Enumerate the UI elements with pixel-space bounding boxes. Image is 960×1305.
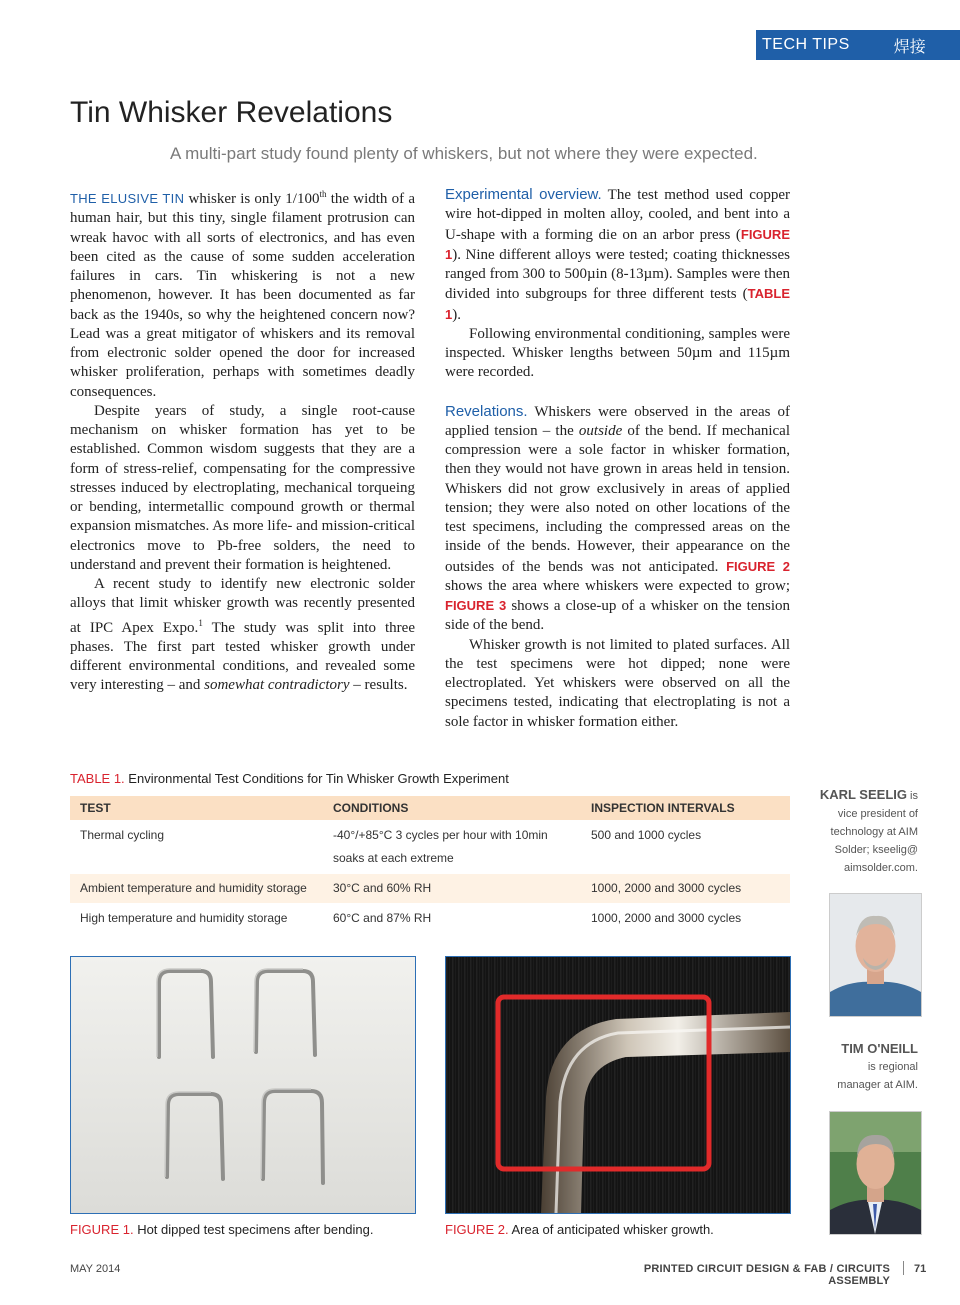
table-header: TEST bbox=[70, 796, 323, 821]
author-photo-seelig bbox=[829, 893, 922, 1017]
author-bio: is regional bbox=[867, 1061, 918, 1073]
table-cell: -40°/+85°C 3 cycles per hour with 10min soaks at each extreme bbox=[333, 828, 548, 865]
footer-date: MAY 2014 bbox=[70, 1263, 121, 1275]
author-bio-oneill bbox=[806, 1040, 918, 1094]
wire-specimens-photo bbox=[71, 957, 415, 1213]
column-left bbox=[70, 185, 415, 696]
table-cell: 1000, 2000 and 3000 cycles bbox=[581, 874, 790, 904]
article-title: Tin Whisker Revelations bbox=[70, 96, 393, 129]
text-span: – results. bbox=[349, 677, 408, 694]
paragraph-3 bbox=[70, 575, 415, 696]
text-span: ). Nine different alloys were tested; coating thicknesses ranged from 300 to 500µin (8-13µm). Samples were then divided into subgroups for three different tests ( bbox=[445, 246, 790, 303]
paragraph-exp-2: Following environmental conditioning, samples were inspected. Whisker lengths between 50µm and 115µm were recorded. bbox=[445, 325, 790, 381]
figure-2-caption bbox=[445, 1222, 714, 1237]
figure-2-image bbox=[445, 956, 791, 1214]
table-header: CONDITIONS bbox=[323, 796, 581, 821]
table-cell: 60°C and 87% RH bbox=[333, 911, 432, 925]
table-label: TABLE 1. bbox=[70, 771, 125, 786]
author-photo-oneill bbox=[829, 1111, 922, 1235]
table-cell: High temperature and humidity storage bbox=[80, 911, 288, 925]
table-cell: 1000, 2000 and 3000 cycles bbox=[591, 911, 742, 925]
wire-closeup-photo bbox=[446, 957, 790, 1213]
paragraph-intro bbox=[70, 185, 415, 402]
superscript: th bbox=[319, 189, 327, 199]
figure-ref: FIGURE 1 bbox=[445, 226, 790, 262]
page-number: 71 bbox=[914, 1263, 927, 1275]
text-span: the width of a human hair, but this tiny, single filament protrusion can wreak havoc with all sorts of electronics, and has even been cited as the cause of some sudden acceleration failures in cars. Tin whiskering is not a new phenomenon, however. It has been documented as far back as the 1940s, so why the heightened concern now? Lead was a great mitigator of whiskers and its removal from electronic solder opened the door for increased whisker proliferation, perhaps with sometimes deadly consequences. bbox=[70, 191, 415, 400]
section-heading: Revelations. bbox=[445, 402, 528, 420]
text-span: The test method used copper wire hot-dipped in molten alloy, cooled, and bent into a U-shape with a forming die on an arbor press ( bbox=[445, 187, 791, 243]
section-tab bbox=[756, 30, 960, 60]
text-span: A recent study to identify new electronic solder alloys that limit whisker growth was recently presented at IPC Apex Expo. bbox=[70, 576, 415, 636]
lead-in: THE ELUSIVE TIN bbox=[70, 191, 185, 206]
column-right bbox=[445, 185, 790, 732]
author-bio: manager at AIM. bbox=[837, 1079, 918, 1091]
footer-divider bbox=[903, 1261, 904, 1275]
text-span: ). bbox=[452, 306, 461, 323]
paragraph-revelations bbox=[445, 402, 790, 636]
author-bio: Solder; kseelig@ bbox=[834, 844, 918, 856]
figure-1-caption bbox=[70, 1222, 374, 1237]
author-bio-seelig bbox=[806, 786, 918, 877]
table-row bbox=[70, 874, 790, 904]
table-caption bbox=[70, 771, 509, 786]
paragraph-experimental bbox=[445, 185, 790, 325]
table-ref: TABLE 1 bbox=[445, 286, 790, 322]
author-bio: is bbox=[907, 790, 918, 802]
table-caption-text: Environmental Test Conditions for Tin Whisker Growth Experiment bbox=[124, 771, 509, 786]
text-span: shows a close-up of a whisker on the tension side of the bend. bbox=[445, 598, 790, 634]
emphasis: outside bbox=[578, 422, 623, 439]
text-span: whisker is only 1/100 bbox=[184, 191, 320, 207]
table-header: INSPECTION INTERVALS bbox=[581, 796, 790, 821]
table-cell: 30°C and 60% RH bbox=[323, 874, 581, 904]
conditions-table bbox=[70, 796, 790, 934]
article-subtitle: A multi-part study found plenty of whiskers, but not where they were expected. bbox=[170, 144, 758, 163]
text-span: The study was split into three phases. The first part tested whisker growth under different environmental conditions, and revealed some very interesting – and bbox=[70, 619, 415, 694]
section-heading: Experimental overview. bbox=[445, 186, 602, 203]
figure-ref: FIGURE 2 bbox=[726, 558, 790, 574]
table-cell: 500 and 1000 cycles bbox=[591, 828, 702, 842]
author-name: KARL SEELIG bbox=[819, 787, 907, 802]
text-span: of the bend. If mechanical compression were a sole factor in whisker formation, then they would not have grown in areas held in tension. Whiskers did not grow exclusively in areas of applied tension; they were also noted on other locations of the test specimens, including the compressed areas on the inside of the bends. However, their appearance on the outsides of the bends was not anticipated. bbox=[445, 422, 790, 575]
section-label-cn: 焊接 bbox=[893, 38, 926, 56]
figure-caption-text: Hot dipped test specimens after bending. bbox=[133, 1222, 374, 1237]
footnote-ref: 1 bbox=[198, 617, 203, 628]
paragraph-2: Despite years of study, a single root-cause mechanism on whisker formation has yet to be established. Common wisdom suggests that they are a form of stress-relief, compensating for the compressive stresses induced by electroplating, mechanical torqueing or bending, intermetallic compound growth or thermal expansion mismatches. As more life- and mission-critical electronics move to Pb-free solders, the need to understand and prevent their formation is heightened. bbox=[70, 402, 415, 573]
author-name: TIM O'NEILL bbox=[841, 1041, 918, 1056]
table-cell: Ambient temperature and humidity storage bbox=[70, 874, 323, 904]
emphasis: somewhat contradictory bbox=[204, 677, 350, 694]
table-cell: Thermal cycling bbox=[80, 828, 165, 842]
figure-label: FIGURE 2. bbox=[445, 1222, 509, 1237]
figure-label: FIGURE 1. bbox=[70, 1222, 134, 1237]
table-header-row bbox=[70, 796, 790, 821]
figure-caption-text: Area of anticipated whisker growth. bbox=[508, 1222, 714, 1237]
table-row bbox=[70, 821, 790, 874]
figure-ref: FIGURE 3 bbox=[445, 598, 507, 613]
section-label: TECH TIPS bbox=[762, 36, 850, 53]
portrait-image bbox=[830, 894, 921, 1016]
paragraph-rev-2: Whisker growth is not limited to plated surfaces. All the test specimens were hot dipped; none were electroplated. Yet whiskers were observed on all the specimens tested, indicating that electroplating is not a sole factor in whisker formation either. bbox=[445, 636, 790, 730]
text-span: shows the area where whiskers were expected to grow; bbox=[445, 577, 790, 594]
figure-1-image bbox=[70, 956, 416, 1214]
footer-publication: PRINTED CIRCUIT DESIGN & FAB / CIRCUITS ASSEMBLY bbox=[643, 1263, 890, 1287]
author-bio: vice president of bbox=[837, 808, 918, 820]
author-bio: aimsolder.com. bbox=[844, 862, 918, 874]
portrait-image bbox=[830, 1112, 921, 1234]
author-bio: technology at AIM bbox=[830, 826, 918, 838]
text-span: Whiskers were observed in the areas of applied tension – the bbox=[445, 403, 790, 439]
table-row bbox=[70, 904, 790, 934]
